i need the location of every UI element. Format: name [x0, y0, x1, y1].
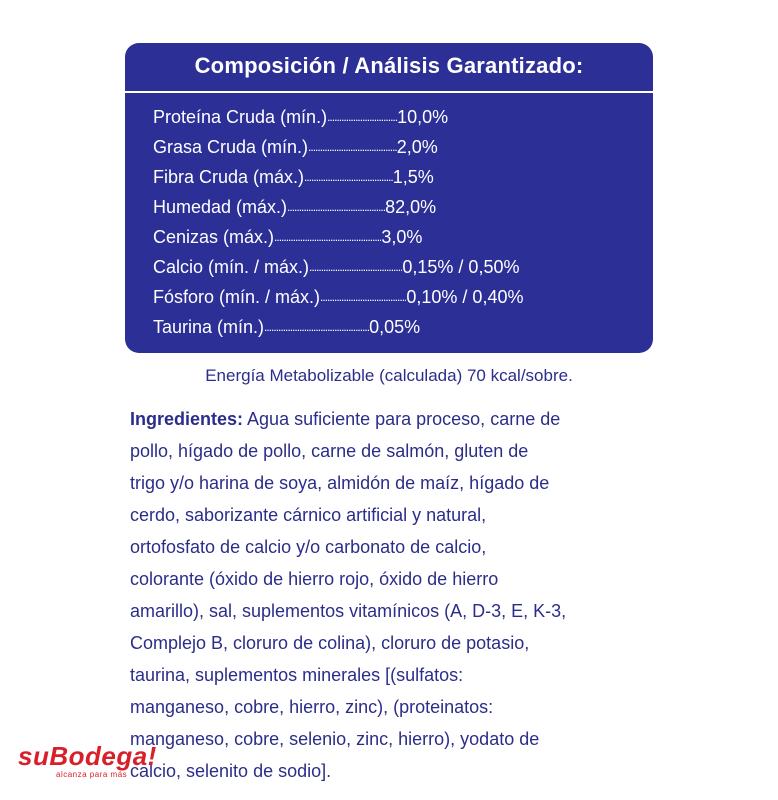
analysis-label: Grasa Cruda (mín.): [153, 137, 309, 157]
ingredients-line: calcio, selenito de sodio].: [130, 761, 332, 781]
analysis-row: [153, 312, 643, 342]
analysis-row: [153, 192, 643, 222]
ingredients-line: [130, 403, 660, 435]
leader-dots: ......................................: [308, 140, 397, 154]
analysis-value: 3,0%: [381, 227, 423, 247]
ingredients-heading: Ingredientes:: [130, 409, 244, 429]
ingredients-text: Agua suficiente para proceso, carne de: [243, 409, 561, 429]
analysis-value: 10,0%: [397, 107, 449, 127]
analysis-row: [153, 252, 643, 282]
guaranteed-analysis-panel: [125, 43, 653, 353]
ingredients-line: Complejo B, cloruro de colina), cloruro de potasio,: [130, 633, 530, 653]
analysis-list: [153, 102, 643, 342]
subodega-watermark-logo: [18, 742, 178, 788]
analysis-label: Taurina (mín.): [153, 317, 265, 337]
analysis-label: Cenizas (máx.): [153, 227, 275, 247]
analysis-value: 0,15% / 0,50%: [402, 257, 520, 277]
ingredients-line: amarillo), sal, suplementos vitamínicos (A, D-3, E, K-3,: [130, 601, 567, 621]
leader-dots: ......................................: [304, 170, 393, 184]
leader-dots: ..............................................: [274, 230, 382, 244]
analysis-value: 0,05%: [369, 317, 421, 337]
ingredients-line: manganeso, cobre, hierro, zinc), (proteinatos:: [130, 697, 494, 717]
analysis-value: 0,10% / 0,40%: [406, 287, 524, 307]
analysis-label: Calcio (mín. / máx.): [153, 257, 310, 277]
ingredients-line: manganeso, cobre, selenio, zinc, hierro), yodato de: [130, 729, 540, 749]
ingredients-line: pollo, hígado de pollo, carne de salmón, gluten de: [130, 441, 529, 461]
ingredients-line: colorante (óxido de hierro rojo, óxido de hierro: [130, 569, 499, 589]
ingredients-block: [130, 403, 660, 787]
leader-dots: .....................................: [320, 290, 407, 304]
panel-divider: [125, 91, 653, 93]
analysis-row: [153, 132, 643, 162]
watermark-brand: suBodega!: [18, 741, 157, 771]
analysis-row: [153, 162, 643, 192]
leader-dots: .............................................: [264, 320, 370, 334]
watermark-tagline: alcanza para más: [56, 770, 128, 779]
ingredients-line: taurina, suplementos minerales [(sulfatos:: [130, 665, 464, 685]
analysis-row: [153, 282, 643, 312]
analysis-value: 1,5%: [392, 167, 434, 187]
ingredients-line: ortofosfato de calcio y/o carbonato de calcio,: [130, 537, 487, 557]
analysis-label: Fósforo (mín. / máx.): [153, 287, 321, 307]
panel-title: Composición / Análisis Garantizado:: [194, 53, 584, 78]
analysis-row: [153, 102, 643, 132]
analysis-label: Humedad (máx.): [153, 197, 288, 217]
ingredients-line: trigo y/o harina de soya, almidón de maíz, hígado de: [130, 473, 550, 493]
analysis-value: 82,0%: [385, 197, 437, 217]
leader-dots: ..............................: [327, 110, 398, 124]
energy-statement: Energía Metabolizable (calculada) 70 kcal/sobre.: [205, 366, 573, 385]
leader-dots: ..........................................: [287, 200, 386, 214]
leader-dots: ........................................: [309, 260, 403, 274]
analysis-label: Fibra Cruda (máx.): [153, 167, 305, 187]
analysis-label: Proteína Cruda (mín.): [153, 107, 328, 127]
analysis-row: [153, 222, 643, 252]
analysis-value: 2,0%: [396, 137, 438, 157]
ingredients-line: cerdo, saborizante cárnico artificial y natural,: [130, 505, 487, 525]
